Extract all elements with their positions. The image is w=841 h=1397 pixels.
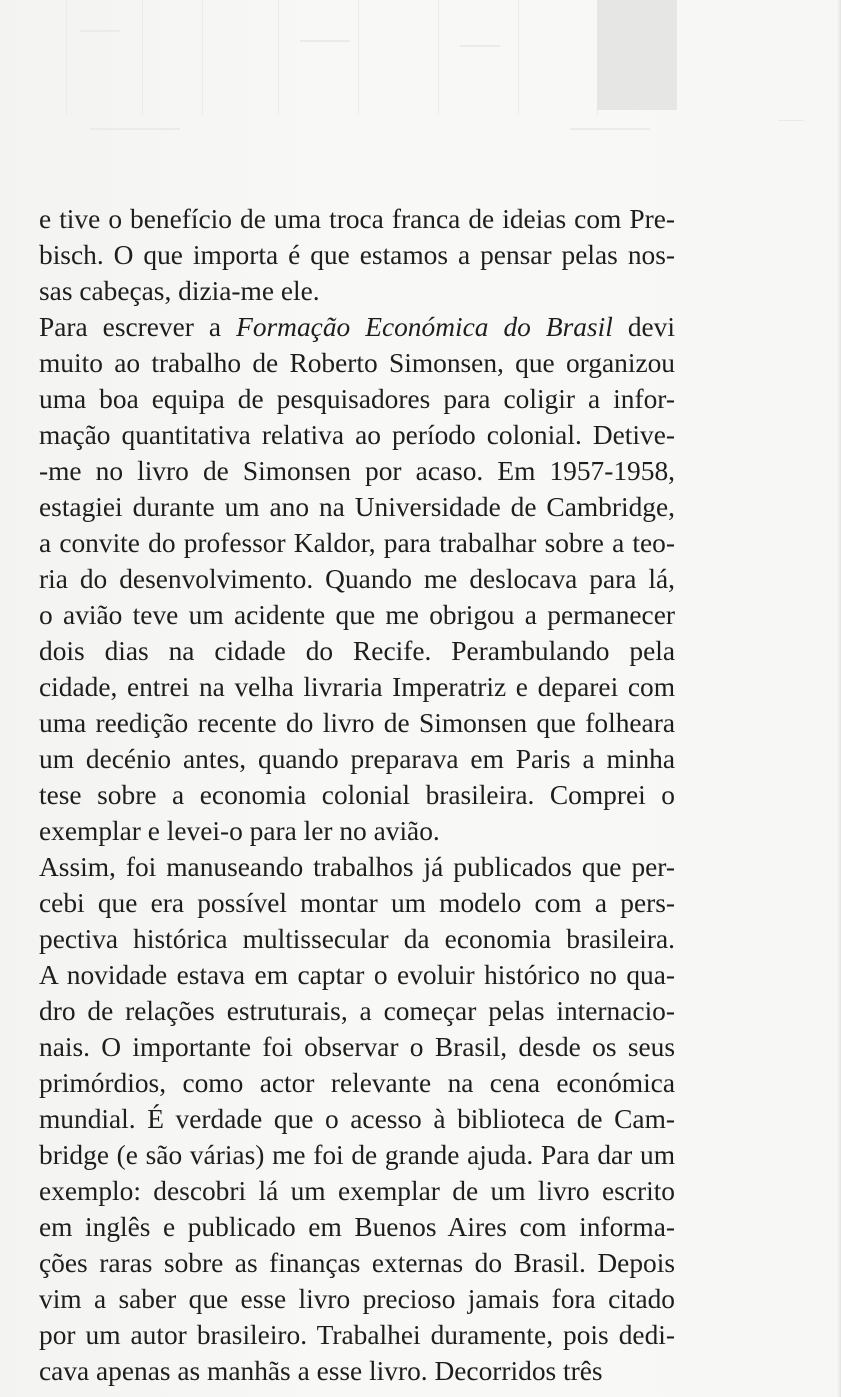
text-line: cava apenas as manhãs a esse livro. Decorridos três <box>39 1356 603 1386</box>
text-line: bridge (e são várias) me foi de grande ajuda. Para dar um <box>39 1140 675 1170</box>
show-through-reverse-page <box>0 0 841 150</box>
text-line: primórdios, como actor relevante na cena económica <box>39 1068 675 1098</box>
body-text <box>39 201 675 1389</box>
text-line: nais. O importante foi observar o Brasil, desde os seus <box>39 1032 675 1062</box>
text-line: Assim, foi manuseando trabalhos já publicados que per- <box>39 852 675 882</box>
text-line: bisch. O que importa é que estamos a pensar pelas nos- <box>39 240 675 270</box>
text-line: mundial. É verdade que o acesso à biblioteca de Cam- <box>39 1104 675 1134</box>
text-line: mação quantitativa relativa ao período colonial. Detive- <box>39 420 675 450</box>
text-line: -me no livro de Simonsen por acaso. Em 1957-1958, <box>39 456 675 486</box>
text-line: e tive o benefício de uma troca franca de ideias com Pre- <box>39 204 675 234</box>
text-line: Para escrever a Formação Económica do Brasil devi <box>39 312 675 342</box>
text-line: muito ao trabalho de Roberto Simonsen, que organizou <box>39 348 675 378</box>
text-line: cebi que era possível montar um modelo com a pers- <box>39 888 675 918</box>
text-line: em inglês e publicado em Buenos Aires com informa- <box>39 1212 675 1242</box>
text-line: por um autor brasileiro. Trabalhei duramente, pois dedi- <box>39 1320 675 1350</box>
text-line: A novidade estava em captar o evoluir histórico no qua- <box>39 960 675 990</box>
text-line: uma boa equipa de pesquisadores para coligir a infor- <box>39 384 675 414</box>
text-line: a convite do professor Kaldor, para trabalhar sobre a teo- <box>39 528 675 558</box>
text-line: sas cabeças, dizia-me ele. <box>39 276 320 306</box>
text-line: dro de relações estruturais, a começar pelas internacio- <box>39 996 675 1026</box>
text-line: cidade, entrei na velha livraria Imperatriz e deparei com <box>39 672 675 702</box>
text-line: estagiei durante um ano na Universidade de Cambridge, <box>39 492 675 522</box>
text-line: uma reedição recente do livro de Simonsen que folheara <box>39 708 675 738</box>
show-through-shaded-cell <box>597 0 677 110</box>
book-title-italic: Formação Económica do Brasil <box>236 312 613 342</box>
text-line: vim a saber que esse livro precioso jamais fora citado <box>39 1284 675 1314</box>
text-line: tese sobre a economia colonial brasileira. Comprei o <box>39 780 675 810</box>
text-line: o avião teve um acidente que me obrigou a permanecer <box>39 600 675 630</box>
text-line: pectiva histórica multissecular da economia brasileira. <box>39 924 675 954</box>
text-line: dois dias na cidade do Recife. Perambulando pela <box>39 636 675 666</box>
page-edge-shadow <box>837 0 841 1397</box>
text-line: ria do desenvolvimento. Quando me deslocava para lá, <box>39 564 675 594</box>
text-line: ções raras sobre as finanças externas do Brasil. Depois <box>39 1248 675 1278</box>
text-line: exemplo: descobri lá um exemplar de um livro escrito <box>39 1176 675 1206</box>
text-line: exemplar e levei-o para ler no avião. <box>39 816 440 846</box>
text-line: um decénio antes, quando preparava em Paris a minha <box>39 744 675 774</box>
